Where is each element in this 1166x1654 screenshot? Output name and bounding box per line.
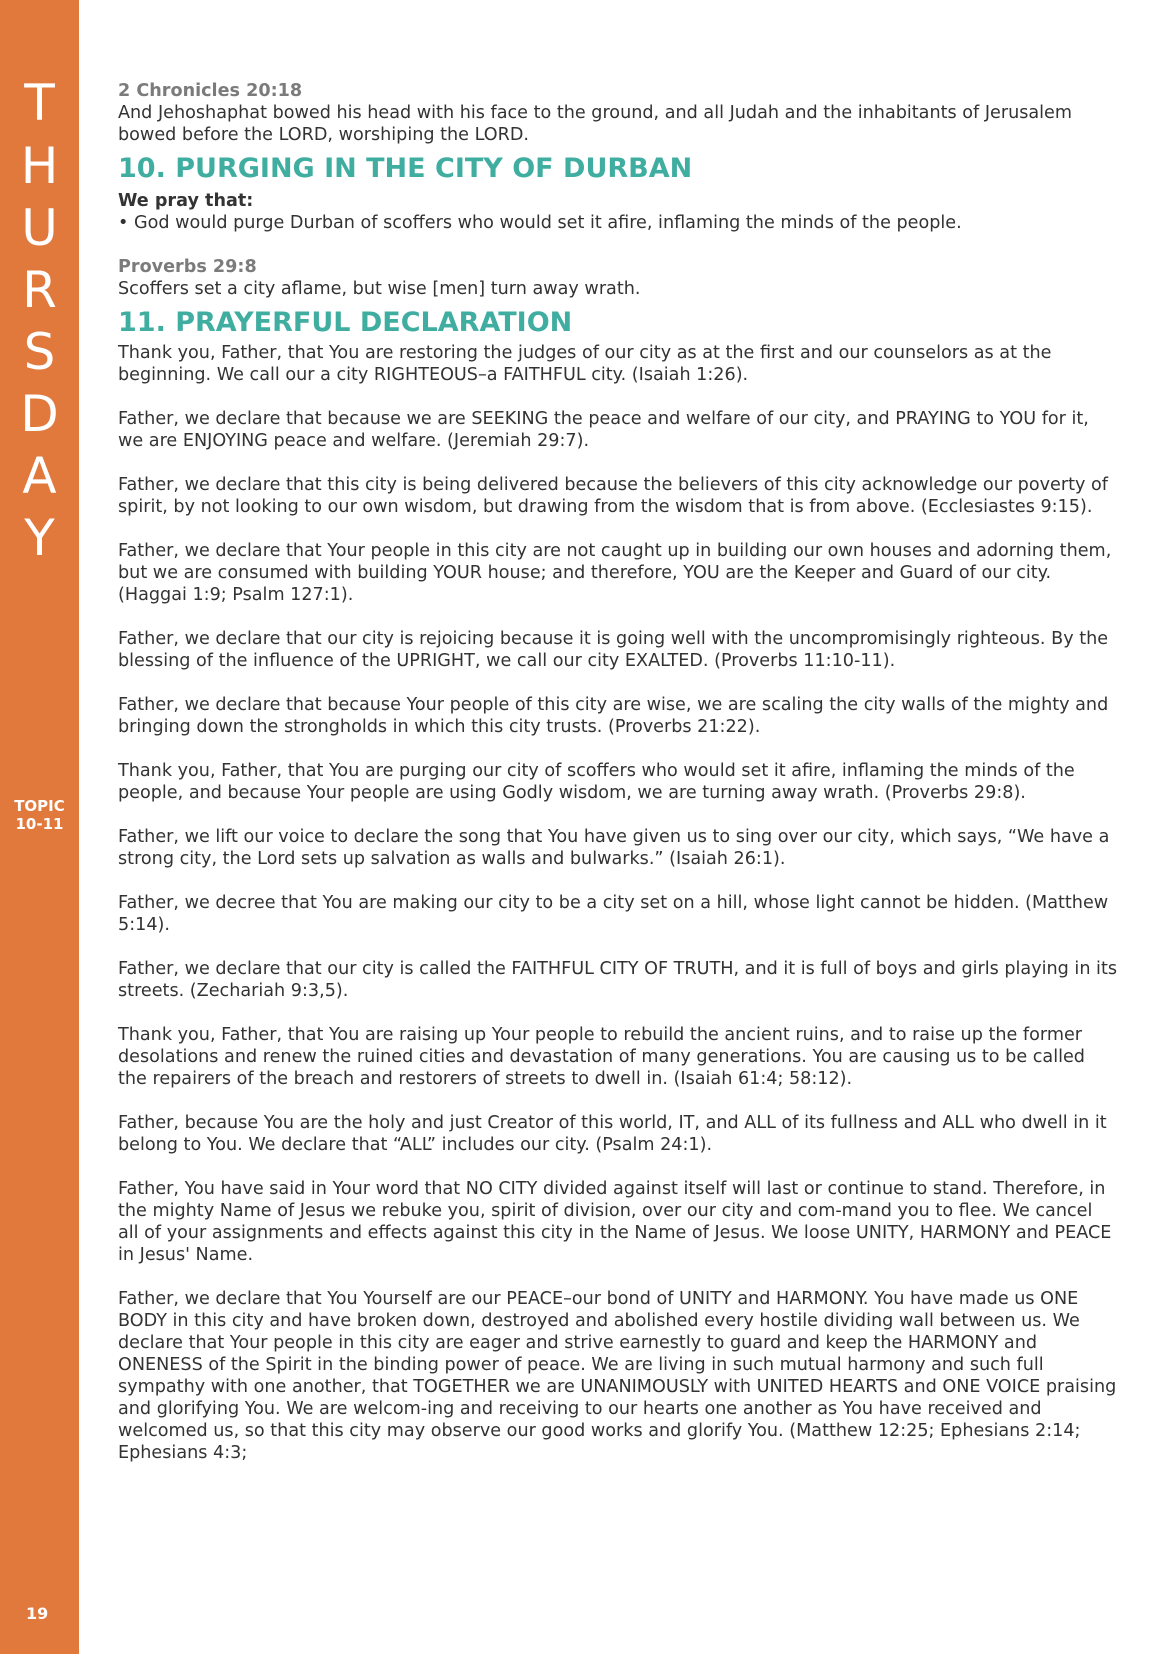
day-letter-d: D [20,385,59,443]
declaration-paragraph: Thank you, Father, that You are purging our city of scoffers who would set it afire, inflaming the minds of the people, and because Your people are using Godly wisdom, we are turning away wrath. (Proverbs 29:8). [118,761,1075,803]
declaration-paragraph: Father, we declare that this city is being delivered because the believers of this city acknowledge our poverty of spirit, by not looking to our own wisdom, but drawing from the wisdom that is from above. (Ecclesiastes 9:15). [118,475,1108,517]
day-letter-y: Y [24,509,55,567]
proverbs-text: Scoffers set a city aflame, but wise [men] turn away wrath. [118,279,641,299]
scripture-text: And Jehoshaphat bowed his head with his face to the ground, and all Judah and the inhabitants of Jerusalem bowed before the LORD, worshiping the LORD. [118,103,1073,145]
day-letter-s: S [23,323,56,381]
topic-range: 10-11 [15,815,64,833]
main-content [118,80,1118,1464]
page-number: 19 [26,1604,49,1623]
declaration-paragraph: Thank you, Father, that You are restoring the judges of our city as at the first and our counselors as at the beginning. We call our a city RIGHTEOUS–a FAITHFUL city. (Isaiah 1:26). [118,343,1052,385]
declaration-paragraph: Father, we declare that because we are SEEKING the peace and welfare of our city, and PRAYING to YOU for it, we are ENJOYING peace and welfare. (Jeremiah 29:7). [118,409,1089,451]
declaration-paragraph: Father, we declare that Your people in this city are not caught up in building our own houses and adorning them, but we are consumed with building YOUR house; and therefore, YOU are the Keeper and Guard of our city. (Haggai 1:9; Psalm 127:1). [118,541,1112,605]
declaration-paragraph: Father, because You are the holy and just Creator of this world, IT, and ALL of its fullness and ALL who dwell in it belong to You. We declare that “ALL” includes our city. (Psalm 24:1). [118,1113,1107,1155]
scripture-reference: 2 Chronicles 20:18 [118,81,303,101]
topic-title: TOPIC [14,797,65,815]
day-letter-t: T [24,74,55,132]
declaration-paragraph: Father, we declare that our city is rejoicing because it is going well with the uncompromisingly righteous. By the blessing of the influence of the UPRIGHT, we call our city EXALTED. (Proverbs 11:10-11). [118,629,1109,671]
declaration-paragraph: Father, we decree that You are making our city to be a city set on a hill, whose light cannot be hidden. (Matthew 5:14). [118,893,1109,935]
declaration-paragraph: Father, we declare that because Your people of this city are wise, we are scaling the city walls of the mighty and bringing down the strongholds in which this city trusts. (Proverbs 21:22). [118,695,1109,737]
declaration-paragraph: Father, You have said in Your word that NO CITY divided against itself will last or continue to stand. Therefore, in the mighty Name of Jesus we rebuke you, spirit of division, over our city and com-mand you to flee. We cancel all of your assignments and effects against this city in the Name of Jesus. We loose UNITY, HARMONY and PEACE in Jesus' Name. [118,1179,1112,1265]
section-11-heading: 11. PRAYERFUL DECLARATION [118,307,573,338]
day-letter-a: A [22,447,57,505]
day-letter-h: H [20,137,59,195]
declaration-paragraph: Father, we lift our voice to declare the song that You have given us to sing over our city, which says, “We have a strong city, the Lord sets up salvation as walls and bulwarks.” (Isaiah 26:1). [118,827,1110,869]
prayer-intro: We pray that: [118,191,254,211]
declaration-paragraph: Father, we declare that our city is called the FAITHFUL CITY OF TRUTH, and it is full of boys and girls playing in its streets. (Zechariah 9:3,5). [118,959,1118,1001]
day-letter-u: U [21,199,58,257]
prayer-bullet: • God would purge Durban of scoffers who would set it afire, inflaming the minds of the people. [118,213,962,233]
declaration-paragraph: Thank you, Father, that You are raising up Your people to rebuild the ancient ruins, and to raise up the former desolations and renew the ruined cities and devastation of many generations. You are causing us to be called the repairers of the breach and restorers of streets to dwell in. (Isaiah 61:4; 58:12). [118,1025,1085,1089]
section-10-heading: 10. PURGING IN THE CITY OF DURBAN [118,153,693,184]
topic-label [0,797,79,833]
sidebar [0,0,79,1654]
proverbs-reference: Proverbs 29:8 [118,257,257,277]
day-letter-r: R [22,261,57,319]
declaration-paragraph: Father, we declare that You Yourself are our PEACE–our bond of UNITY and HARMONY. You have made us ONE BODY in this city and have broken down, destroyed and abolished every hostile dividing wall between us. We declare that Your people in this city are eager and strive earnestly to guard and keep the HARMONY and ONENESS of the Spirit in the binding power of peace. We are living in such mutual harmony and such full sympathy with one another, that TOGETHER we are UNANIMOUSLY with UNITED HEARTS and ONE VOICE praising and glorifying You. We are welcom-ing and receiving to our hearts one another as You have received and welcomed us, so that this city may observe our good works and glorify You. (Matthew 12:25; Ephesians 2:14; Ephesians 4:3; [118,1289,1117,1463]
